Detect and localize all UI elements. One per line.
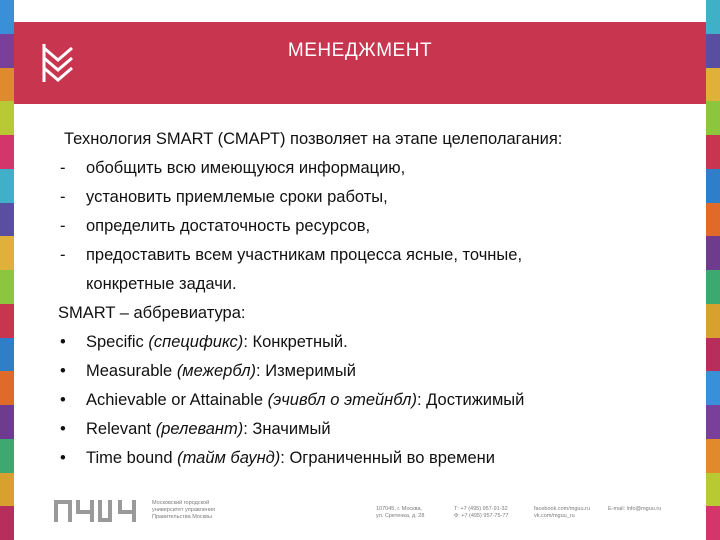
bullet-marker: •	[60, 449, 66, 467]
color-stripe	[0, 135, 14, 169]
bullet-marker: •	[60, 420, 66, 438]
color-stripe	[706, 506, 720, 540]
dash-marker: -	[60, 159, 66, 177]
smart-term: Achievable or Attainable	[86, 391, 264, 409]
color-stripe	[706, 101, 720, 135]
color-stripe	[0, 338, 14, 372]
list-item	[58, 444, 678, 473]
bullet-marker: •	[60, 362, 66, 380]
bullet-marker: •	[60, 391, 66, 409]
list-item	[58, 328, 678, 357]
color-stripe	[0, 68, 14, 102]
list-item	[58, 183, 678, 212]
smart-pronunciation: (тайм баунд)	[177, 449, 281, 467]
color-stripe	[706, 439, 720, 473]
smart-meaning: : Ограниченный во времени	[280, 449, 495, 467]
color-stripe	[706, 135, 720, 169]
smart-term: Specific	[86, 333, 144, 351]
color-stripe	[0, 236, 14, 270]
smart-meaning: : Конкретный.	[243, 333, 348, 351]
color-stripe	[706, 338, 720, 372]
color-stripe	[0, 203, 14, 237]
color-stripe	[706, 270, 720, 304]
color-stripe	[0, 439, 14, 473]
list-item-text: установить приемлемые сроки работы,	[86, 188, 388, 206]
list-item	[58, 154, 678, 183]
list-item	[58, 241, 678, 270]
color-stripe	[706, 203, 720, 237]
color-stripe	[0, 169, 14, 203]
dash-marker: -	[60, 217, 66, 235]
color-stripe	[706, 371, 720, 405]
footer-social-links[interactable]: facebook.com/mguu.ru vk.com/mguu_ru	[534, 506, 590, 519]
right-color-stripes	[706, 0, 720, 540]
dash-marker: -	[60, 188, 66, 206]
color-stripe	[0, 304, 14, 338]
color-stripe	[706, 34, 720, 68]
color-stripe	[0, 0, 14, 34]
university-logo-icon	[54, 496, 146, 524]
smart-meaning: : Достижимый	[416, 391, 525, 409]
smart-term: Relevant	[86, 420, 152, 438]
color-stripe	[0, 270, 14, 304]
intro-text: Технология SMART (СМАРТ) позволяет на этапе целеполагания:	[64, 130, 563, 148]
smart-pronunciation: (межербл)	[176, 362, 257, 380]
footer-organization: Московский городской университет управления Правительства Москвы	[152, 500, 216, 520]
color-stripe	[706, 473, 720, 507]
color-stripe	[706, 169, 720, 203]
page-title: МЕНЕДЖМЕНТ	[287, 40, 433, 61]
smart-pronunciation: (спецификс)	[148, 333, 244, 351]
smart-meaning: : Измеримый	[256, 362, 356, 380]
list-item-continuation: конкретные задачи.	[86, 275, 237, 293]
left-color-stripes	[0, 0, 14, 540]
color-stripe	[0, 405, 14, 439]
color-stripe	[706, 405, 720, 439]
smart-pronunciation: (релевант)	[155, 420, 244, 438]
footer-address: 107045, г. Москва, ул. Сретенка, д. 28	[376, 506, 425, 519]
list-item	[58, 212, 678, 241]
dash-marker: -	[60, 246, 66, 264]
smart-term: Time bound	[86, 449, 173, 467]
footer-phones: Т: +7 (495) 957-91-32 Ф: +7 (495) 957-75-77	[454, 506, 509, 519]
color-stripe	[0, 101, 14, 135]
smart-pronunciation: (эчивбл о этейнбл)	[267, 391, 417, 409]
list-item-text: определить достаточность ресурсов,	[86, 217, 371, 235]
list-item-text: обобщить всю имеющуюся информацию,	[86, 159, 406, 177]
color-stripe	[0, 506, 14, 540]
header-banner	[14, 22, 706, 104]
color-stripe	[0, 34, 14, 68]
color-stripe	[0, 473, 14, 507]
list-item	[58, 386, 678, 415]
footer-email[interactable]: E-mail: info@mguu.ru	[608, 506, 662, 512]
color-stripe	[706, 304, 720, 338]
list-item	[58, 415, 678, 444]
smart-term: Measurable	[86, 362, 173, 380]
color-stripe	[706, 236, 720, 270]
color-stripe	[706, 0, 720, 34]
color-stripe	[0, 371, 14, 405]
footer	[14, 492, 706, 532]
list-item	[58, 357, 678, 386]
bullet-marker: •	[60, 333, 66, 351]
color-stripe	[706, 68, 720, 102]
slide	[14, 0, 706, 540]
slide-content	[58, 125, 678, 473]
list-item-text: предоставить всем участникам процесса ясные, точные,	[86, 246, 523, 264]
smart-heading: SMART – аббревиатура:	[58, 304, 246, 322]
smart-meaning: : Значимый	[243, 420, 331, 438]
